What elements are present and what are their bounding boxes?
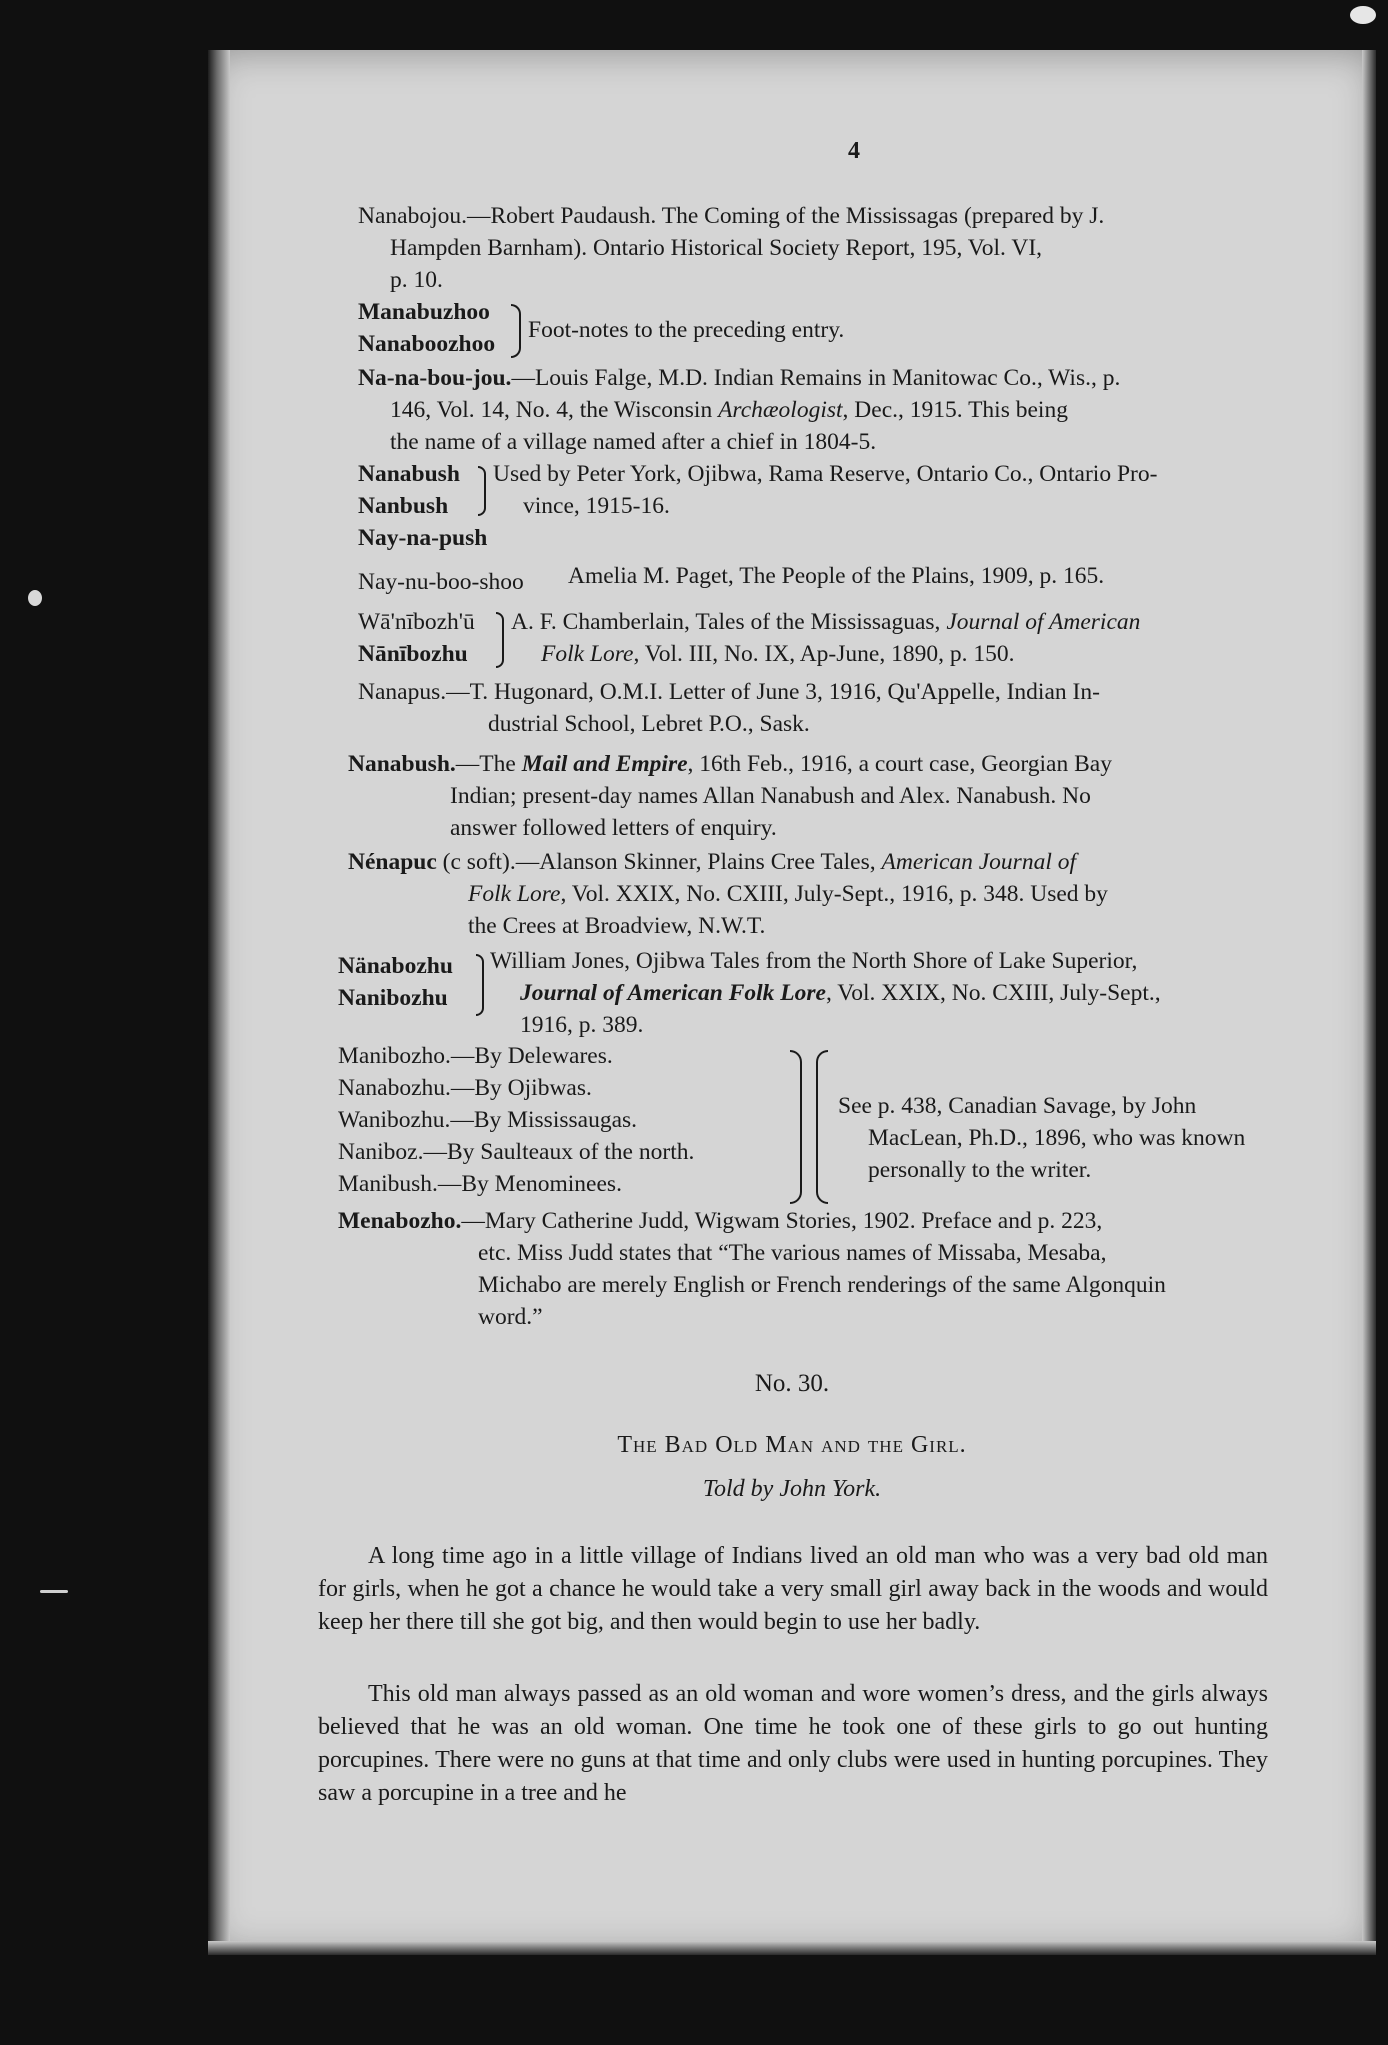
left-brace [816, 1050, 828, 1204]
entry-text: Michabo are merely English or French renderings of the same Algonquin [478, 1272, 1166, 1298]
entry-text: Hampden Barnham). Ontario Historical Society Report, 195, Vol. VI, [390, 235, 1043, 261]
entry-text: Amelia M. Paget, The People of the Plains, 1909, p. 165. [568, 563, 1105, 589]
page-number: 4 [848, 138, 860, 164]
entry-text: Foot-notes to the preceding entry. [528, 317, 845, 343]
entry-text: William Jones, Ojibwa Tales from the North Shore of Lake Superior, [490, 948, 1138, 974]
entry-text: Mail and Empire [521, 751, 688, 777]
entry-text: Folk Lore [541, 641, 634, 667]
entry-text [490, 945, 1161, 1041]
entry-text: A. F. Chamberlain, Tales of the Mississaguas, [511, 609, 947, 635]
entry-text: the Crees at Broadview, N.W.T. [468, 913, 766, 939]
entry-nanabojou [358, 200, 1104, 296]
entry-text: —T. Hugonard, O.M.I. Letter of June 3, 1916, Qu'Appelle, Indian In- [446, 679, 1100, 705]
entry-text: —Robert Paudaush. The Coming of the Mississagas (prepared by J. [467, 203, 1105, 229]
entry-text: —The [455, 751, 522, 777]
entry-headword: Nanaboozhoo [358, 331, 496, 357]
entry-text: p. 10. [390, 267, 443, 293]
right-brace [790, 1050, 802, 1204]
entry-headword: Nanabojou. [358, 203, 467, 229]
entry-text: , Dec., 1915. This being [842, 397, 1068, 423]
names-list [338, 1040, 694, 1200]
entry-text: etc. Miss Judd states that “The various names of Missaba, Mesaba, [478, 1240, 1107, 1266]
entry-na-na-bou-jou [358, 362, 1120, 458]
entry-text: Indian; present-day names Allan Nanabush and Alex. Nanabush. No [450, 783, 1091, 809]
entry-headword: Nanabush. [348, 751, 456, 777]
document-page [208, 50, 1376, 1955]
entry-headword: Nanbush [358, 493, 449, 519]
entry-text: 146, Vol. 14, No. 4, the Wisconsin [390, 397, 719, 423]
story-title: The Bad Old Man and the Girl. [617, 1432, 967, 1458]
entry-text: Folk Lore [468, 881, 561, 907]
story-teller: Told by John York. [702, 1476, 882, 1502]
entry-headword: Nay-na-push [358, 525, 488, 551]
scan-speck [1350, 6, 1376, 24]
entry-text [511, 606, 1140, 670]
entry-text: word.” [478, 1304, 543, 1330]
list-item: Manibozho.—By Delewares. [338, 1043, 613, 1069]
list-item: Wanibozhu.—By Mississaugas. [338, 1107, 638, 1133]
entry-text: , 16th Feb., 1916, a court case, Georgian Bay [687, 751, 1112, 777]
story-paragraph: A long time ago in a little village of Indians lived an old man who was a very bad old man for girls, when he got a chance he would take a very small girl away back in the woods and would keep her there till she got big, and then would begin to use her badly. [318, 1543, 1268, 1635]
list-note-line: personally to the writer. [868, 1157, 1092, 1183]
entry-text: 1916, p. 389. [520, 1012, 644, 1038]
entry-text [493, 458, 1157, 522]
entry-text: Journal of American Folk Lore [520, 980, 826, 1006]
entry-text: —Louis Falge, M.D. Indian Remains in Manitowac Co., Wis., p. [511, 365, 1121, 391]
entry-menabozho [338, 1205, 1166, 1333]
entry-text: dustrial School, Lebret P.O., Sask. [488, 711, 810, 737]
story-number: No. 30. [754, 1370, 830, 1397]
book-binding-edge [208, 50, 230, 1955]
entry-nenapuc [348, 846, 1108, 942]
entry-nanabush [348, 748, 1112, 844]
entry-headword: Menabozho. [338, 1208, 462, 1234]
entry-text: vince, 1915-16. [523, 493, 670, 519]
right-brace [511, 304, 521, 358]
list-note [838, 1090, 1245, 1186]
list-note-line: See p. 438, Canadian Savage, by John [838, 1093, 1197, 1119]
story-paragraph: This old man always passed as an old woman and wore women’s dress, and the girls always believed that he was an old woman. One time he took one of these girls to go out hunting porcupines. There were no guns at that time and only clubs were used in hunting porcupines. They saw a porcupine in a tree and he [318, 1681, 1268, 1806]
right-brace [496, 612, 504, 668]
entry-headword: Nānībozhu [358, 641, 468, 667]
list-item: Manibush.—By Menominees. [338, 1171, 622, 1197]
entry-nanapus [358, 676, 1100, 740]
entry-headword: Nanapus. [358, 679, 447, 705]
entry-text: (c soft).—Alanson Skinner, Plains Cree Tales, [436, 849, 882, 875]
entry-text: —Mary Catherine Judd, Wigwam Stories, 1902. Preface and p. 223, [461, 1208, 1103, 1234]
entry-headword: Na-na-bou-jou. [358, 365, 512, 391]
page-right-edge [1362, 50, 1376, 1955]
list-item: Nanabozhu.—By Ojibwas. [338, 1075, 592, 1101]
right-brace [476, 954, 484, 1016]
entry-headword: Nénapuc [348, 849, 437, 875]
entry-text: , Vol. III, No. IX, Ap-June, 1890, p. 150. [633, 641, 1015, 667]
scan-speck [28, 590, 42, 606]
entry-headword: Nay-nu-boo-shoo [358, 569, 524, 595]
entry-text: answer followed letters of enquiry. [450, 815, 777, 841]
entry-text: , Vol. XXIX, No. CXIII, July-Sept., [825, 980, 1161, 1006]
list-item: Naniboz.—By Saulteaux of the north. [338, 1139, 695, 1165]
list-note-line: MacLean, Ph.D., 1896, who was known [868, 1125, 1246, 1151]
scan-speck [40, 1590, 68, 1593]
entry-text: , Vol. XXIX, No. CXIII, July-Sept., 1916, p. 348. Used by [560, 881, 1108, 907]
entry-headword: Nänabozhu [338, 953, 453, 979]
entry-headword: Nanibozhu [338, 985, 448, 1011]
entry-text: Used by Peter York, Ojibwa, Rama Reserve, Ontario Co., Ontario Pro- [493, 461, 1158, 487]
entry-headword: Nanabush [358, 461, 460, 487]
entry-text: American Journal of [881, 849, 1077, 875]
page-bottom-edge [208, 1941, 1376, 1955]
entry-headword: Manabuzhoo [358, 299, 490, 325]
right-brace [478, 466, 486, 516]
entry-text: the name of a village named after a chief in 1804-5. [390, 429, 877, 455]
entry-text: Archæologist [718, 397, 843, 423]
entry-headword: Wā'nībozh'ū [358, 609, 475, 635]
entry-text: Journal of American [946, 609, 1141, 635]
